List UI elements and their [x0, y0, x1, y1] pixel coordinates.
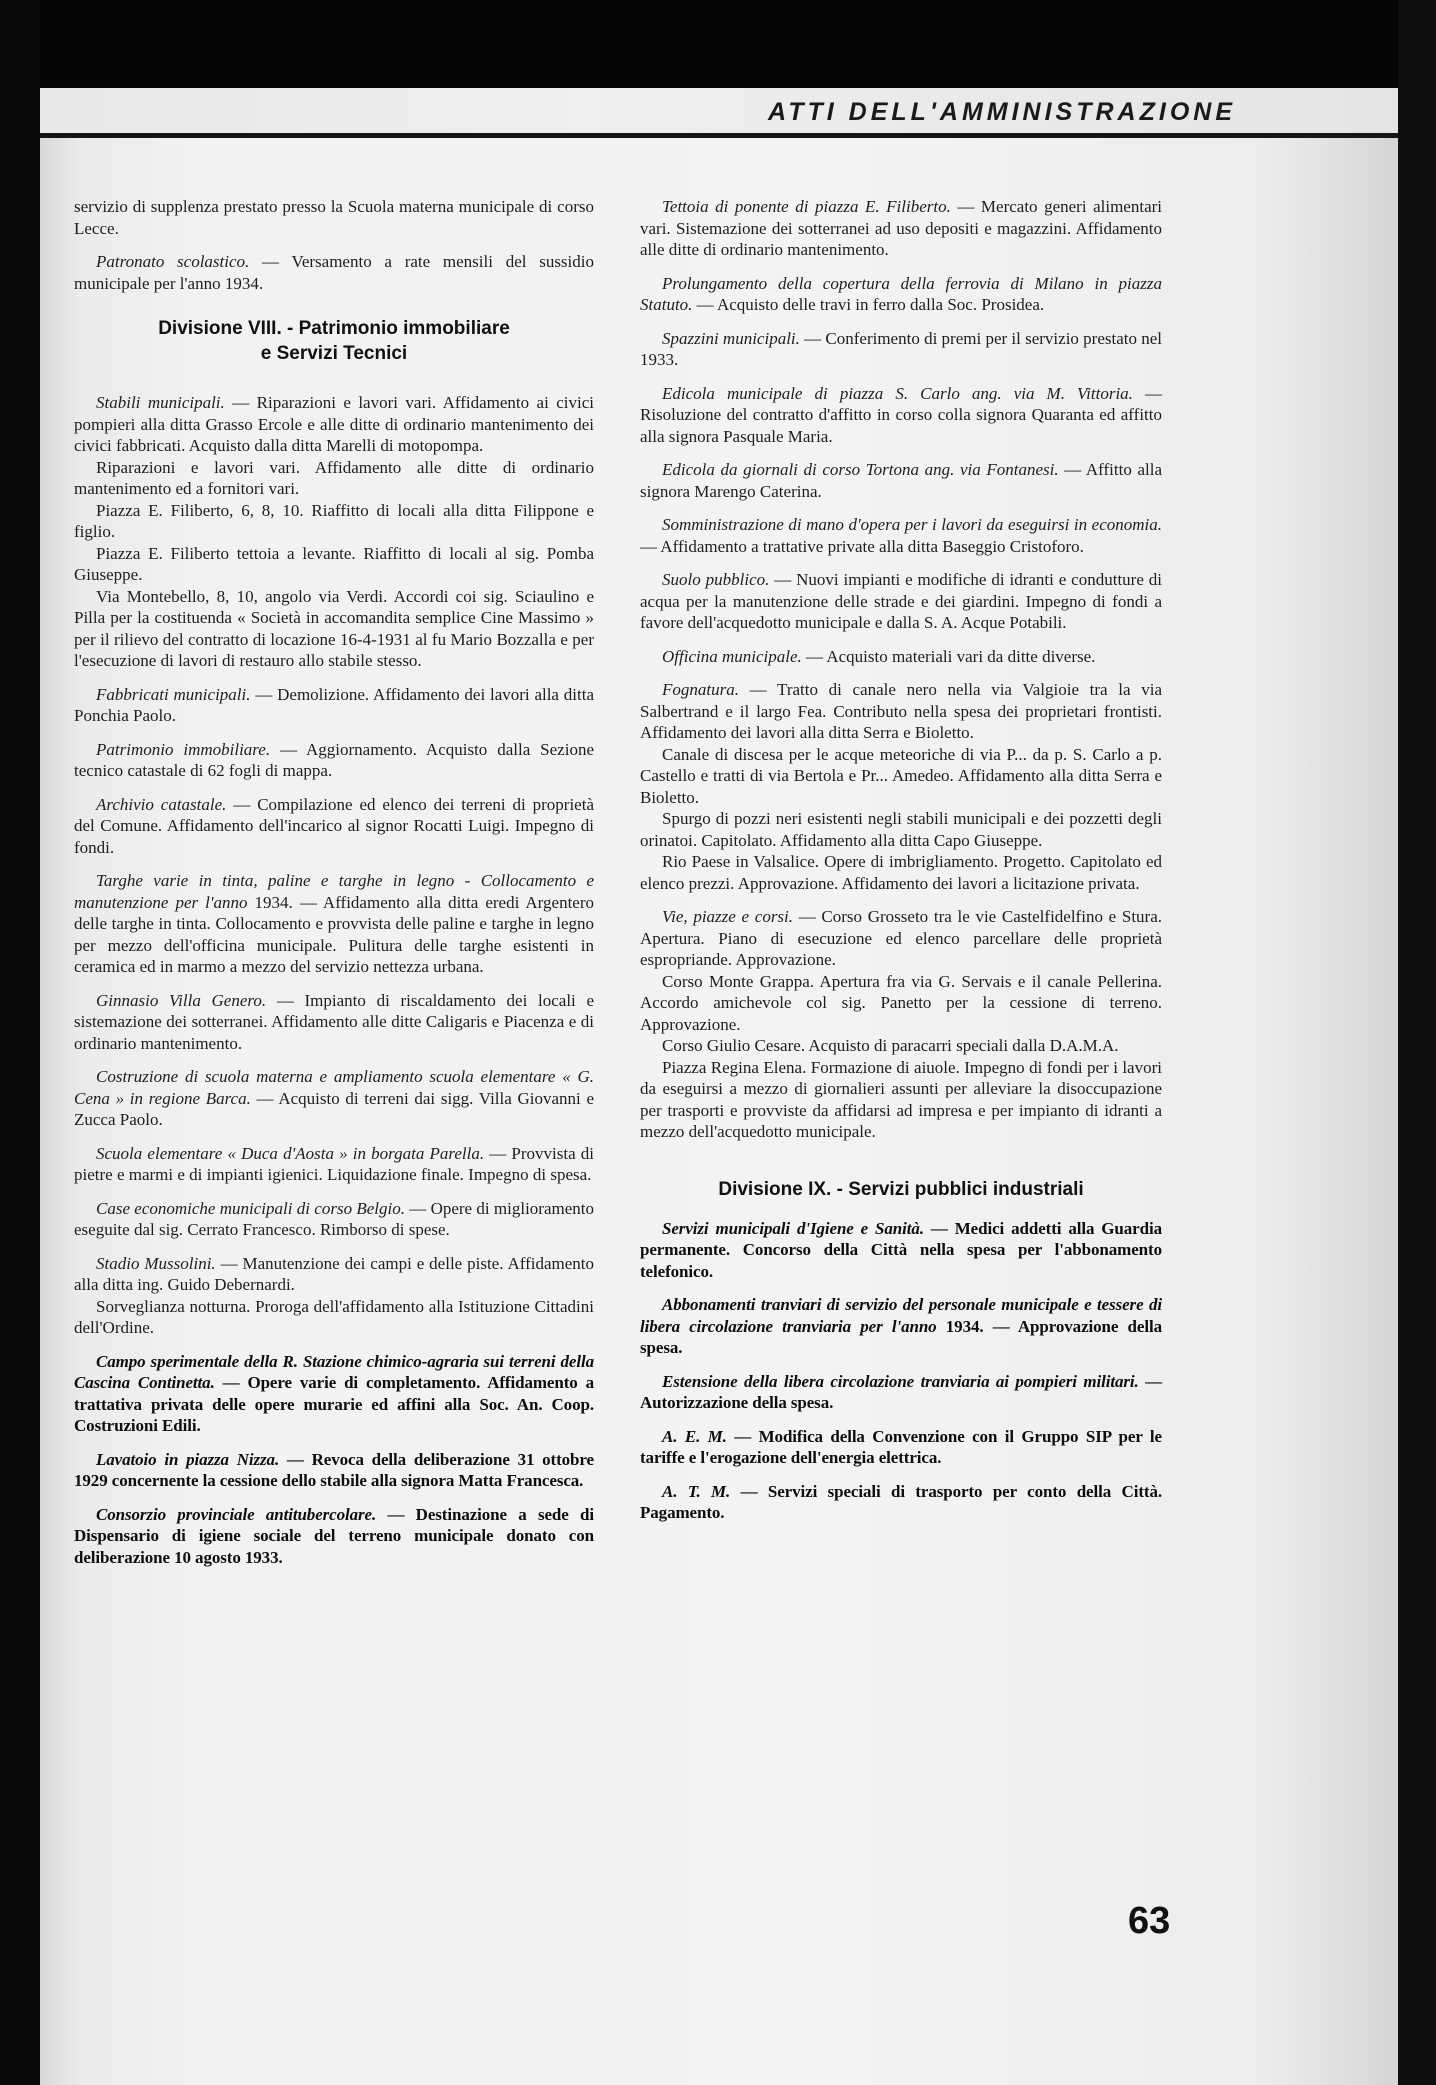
scan-border-right — [1398, 0, 1436, 2085]
entry-title: Patrimonio immobiliare. — [96, 739, 271, 759]
right-column — [640, 196, 1162, 1536]
entry: Piazza Regina Elena. Formazione di aiuole. Impegno di fondi per i lavori da eseguirsi a mezzo di giornalieri assunti per alleviare la disoccupazione per trasporti e provviste da affidarsi ad impresa e per impianto di idranti a mezzo dell'acquedotto municipale. — [640, 1057, 1162, 1141]
entry: Spurgo di pozzi neri esistenti negli stabili municipali e dei pozzetti degli orinatoi. Capitolato. Affidamento alla ditta Capo Giuseppe. — [640, 809, 1162, 850]
entry-title: Fabbricati municipali. — [96, 684, 251, 704]
entry: Edicola municipale di piazza S. Carlo ang. via M. Vittoria. — Risoluzione del contratto d'affitto in corso colla signora Quaranta ed affitto alla signora Pasquale Maria. — [640, 383, 1162, 446]
entry: Fognatura. — Tratto di canale nero nella via Valgioie tra la via Salbertrand e il largo Fea. Contributo nella spesa dei proprietari frontisti. Affidamento dei lavori alla ditta Serra e Bioletto. — [640, 680, 1162, 742]
entry: Ginnasio Villa Genero. — Impianto di riscaldamento dei locali e sistemazione dei sotterranei. Affidamento alle ditte Caligaris e Piacenza e di ordinario mantenimento. — [74, 990, 594, 1053]
entry: Riparazioni e lavori vari. Affidamento alle ditte di ordinario mantenimento ed a fornitori vari. — [74, 457, 594, 498]
section-heading: Divisione IX. - Servizi pubblici industriali — [718, 1178, 1084, 1200]
entry: Estensione della libera circolazione tranviaria ai pompieri militari. — Autorizzazione della spesa. — [640, 1371, 1162, 1412]
entry: A. T. M. — Servizi speciali di trasporto per conto della Città. Pagamento. — [640, 1481, 1162, 1522]
entry-title: Estensione della libera circolazione tranviaria ai pompieri militari. — [662, 1371, 1139, 1391]
entry: Consorzio provinciale antitubercolare. — Destinazione a sede di Dispensario di igiene sociale del terreno municipale donato con deliberazione 10 agosto 1933. — [74, 1504, 594, 1567]
entry-title: Targhe varie in tinta, paline e targhe in legno - Collocamento e manutenzione per l'anno — [74, 871, 594, 912]
entry-title: Somministrazione di mano d'opera per i lavori da eseguirsi in economia. — [662, 515, 1162, 534]
entry: servizio di supplenza prestato presso la Scuola materna municipale di corso Lecce. — [74, 197, 594, 238]
entry: Patronato scolastico. — Versamento a rate mensili del sussidio municipale per l'anno 1934. — [74, 252, 594, 293]
entry-title: A. E. M. — [662, 1426, 727, 1446]
entry: Campo sperimentale della R. Stazione chimico-agraria sui terreni della Cascina Continetta. — Opere varie di completamento. Affidamento a trattativa privata delle opere murarie ed affini alla Soc. An. Coop. Costruzioni Edili. — [74, 1351, 594, 1435]
entry: Archivio catastale. — Compilazione ed elenco dei terreni di proprietà del Comune. Affidamento dell'incarico al signor Rocatti Luigi. Impegno di fondi. — [74, 794, 594, 857]
entry: Vie, piazze e corsi. — Corso Grosseto tra le vie Castelfidelfino e Stura. Apertura. Piano di esecuzione ed elenco parcellare delle proprietà espropriande. Approvazione. — [640, 907, 1163, 969]
entry: Scuola elementare « Duca d'Aosta » in borgata Parella. — Provvista di pietre e marmi e di impianti igienici. Liquidazione finale. Impegno di spesa. — [74, 1143, 594, 1184]
entry: Fabbricati municipali. — Demolizione. Affidamento dei lavori alla ditta Ponchia Paolo. — [74, 684, 595, 725]
entry: Tettoia di ponente di piazza E. Filiberto. — Mercato generi alimentari vari. Sistemazione dei sotterranei ad uso depositi e magazzini. Affidamento alle ditte di ordinario mantenimento. — [640, 197, 1162, 259]
entry-title: Abbonamenti tranviari di servizio del personale municipale e tessere di libera circolazione tranviaria per l'anno — [640, 1295, 1162, 1336]
entry: Canale di discesa per le acque meteoriche di via P... da p. S. Carlo a p. Castello e tratti di via Bertola e Pr... Amedeo. Affidamento alla ditta Serra e Bioletto. — [640, 744, 1162, 807]
entry: A. E. M. — Modifica della Convenzione con il Gruppo SIP per le tariffe e l'erogazione dell'energia elettrica. — [640, 1426, 1162, 1467]
entry: Via Montebello, 8, 10, angolo via Verdi. Accordi coi sig. Sciaulino e Pilla per la costituenda « Società in accomandita semplice Cine Massimo » per il rilievo del contratto di locazione 16-4-1931 al fu Mario Bozzalla e per l'esecuzione di lavori di restauro allo stabile stesso. — [74, 586, 594, 670]
page-number: 63 — [1128, 1900, 1171, 1942]
entry-title: Consorzio provinciale antitubercolare. — [96, 1504, 377, 1524]
entry-title: Vie, piazze e corsi. — [662, 907, 794, 926]
section-heading: Divisione VIII. - Patrimonio immobiliare e Servizi Tecnici — [158, 318, 510, 364]
entry-title: Officina municipale. — [662, 646, 802, 666]
entry: Stabili municipali. — Riparazioni e lavori vari. Affidamento ai civici pompieri alla ditta Grasso Ercole e alle ditte di ordinario mantenimento dei civici fabbricati. Acquisto dalla ditta Marelli di motopompa. — [74, 393, 594, 455]
scan-border-left — [0, 0, 40, 2085]
entry: Abbonamenti tranviari di servizio del personale municipale e tessere di libera circolazione tranviaria per l'anno 1934. — Approvazione della spesa. — [640, 1295, 1162, 1357]
entry-title: Costruzione di scuola materna e ampliamento scuola elementare « G. Cena » in regione Barca. — [74, 1067, 594, 1108]
scan-border-top — [0, 0, 1436, 88]
entry-title: Fognatura. — [662, 680, 739, 699]
entry-title: Edicola da giornali di corso Tortona ang. via Fontanesi. — [662, 460, 1059, 479]
entry-title: Stabili municipali. — [96, 393, 225, 412]
entry: Sorveglianza notturna. Proroga dell'affidamento alla Istituzione Cittadini dell'Ordine. — [74, 1296, 594, 1337]
entry-title: Tettoia di ponente di piazza E. Filiberto. — [662, 197, 951, 216]
entry: Case economiche municipali di corso Belgio. — Opere di miglioramento eseguite dal sig. Cerrato Francesco. Rimborso di spese. — [74, 1198, 594, 1239]
entry-title: Campo sperimentale della R. Stazione chimico-agraria sui terreni della Cascina Continetta. — [74, 1351, 594, 1392]
entry-title: Suolo pubblico. — [662, 570, 770, 589]
entry-title: Spazzini municipali. — [662, 328, 800, 348]
entry: Corso Monte Grappa. Apertura fra via G. Servais e il canale Pellerina. Accordo amichevole col sig. Panetto per la cessione di terreno. Approvazione. — [640, 971, 1162, 1034]
entry: Costruzione di scuola materna e ampliamento scuola elementare « G. Cena » in regione Barca. — Acquisto di terreni dai sigg. Villa Giovanni e Zucca Paolo. — [74, 1067, 594, 1129]
entry: Servizi municipali d'Igiene e Sanità. — Medici addetti alla Guardia permanente. Concorso della Città nella spesa per l'abbonamento telefonico. — [640, 1218, 1162, 1281]
entry: Spazzini municipali. — Conferimento di premi per il servizio prestato nel 1933. — [640, 328, 1163, 369]
entry: Lavatoio in piazza Nizza. — Revoca della deliberazione 31 ottobre 1929 concernente la cessione dello stabile alla signora Matta Francesca. — [74, 1449, 594, 1490]
entry: Piazza E. Filiberto tettoia a levante. Riaffitto di locali al sig. Pomba Giuseppe. — [74, 543, 594, 584]
entry: Suolo pubblico. — Nuovi impianti e modifiche di idranti e condutture di acqua per la manutenzione delle strade e dei giardini. Impegno di fondi a favore dell'acquedotto municipale e dalla S. A. Acque Potabili. — [640, 570, 1162, 632]
entry: Targhe varie in tinta, paline e targhe in legno - Collocamento e manutenzione per l'anno 1934. — Affidamento alla ditta eredi Argentero delle targhe in tinta. Collocamento e provvista delle paline e targhe in legno per mezzo dell'officina municipale. Pulitura delle targhe esistenti in ceramica ed in marmo a mezzo del servizio nettezza urbana. — [74, 871, 594, 976]
entry-title: Scuola elementare « Duca d'Aosta » in borgata Parella. — [96, 1143, 485, 1163]
entry: Prolungamento della copertura della ferrovia di Milano in piazza Statuto. — Acquisto delle travi in ferro dalla Soc. Prosidea. — [640, 273, 1162, 314]
entry: Patrimonio immobiliare. — Aggiornamento. Acquisto dalla Sezione tecnico catastale di 62 fogli di mappa. — [74, 739, 594, 780]
entry-title: Lavatoio in piazza Nizza. — [96, 1449, 280, 1469]
entry-title: Edicola municipale di piazza S. Carlo ang. via M. Vittoria. — [662, 383, 1133, 403]
entry: Piazza E. Filiberto, 6, 8, 10. Riaffitto di locali alla ditta Filippone e figlio. — [74, 500, 594, 541]
entry-title: Patronato scolastico. — [96, 252, 250, 271]
entry-title: Ginnasio Villa Genero. — [96, 990, 267, 1010]
entry: Rio Paese in Valsalice. Opere di imbrigliamento. Progetto. Capitolato ed elenco prezzi. Approvazione. Affidamento dei lavori a licitazione privata. — [640, 852, 1162, 893]
entry: Edicola da giornali di corso Tortona ang. via Fontanesi. — Affitto alla signora Marengo Caterina. — [640, 460, 1163, 501]
entry-title: Servizi municipali d'Igiene e Sanità. — [662, 1218, 924, 1238]
entry: Officina municipale. — Acquisto materiali vari da ditte diverse. — [662, 646, 1096, 666]
entry: Corso Giulio Cesare. Acquisto di paracarri speciali dalla D.A.M.A. — [662, 1036, 1119, 1055]
running-head: ATTI DELL'AMMINISTRAZIONE — [768, 98, 1236, 126]
entry-title: Stadio Mussolini. — [96, 1253, 216, 1273]
entry-title: Prolungamento della copertura della ferrovia di Milano in piazza Statuto. — [640, 273, 1162, 314]
entry-title: A. T. M. — [662, 1481, 731, 1501]
left-column — [74, 196, 594, 1580]
entry-title: Archivio catastale. — [96, 794, 227, 814]
entry-title: Case economiche municipali di corso Belgio. — [96, 1198, 405, 1218]
entry: Somministrazione di mano d'opera per i lavori da eseguirsi in economia. — Affidamento a trattative private alla ditta Baseggio Cristoforo. — [640, 515, 1162, 556]
entry: Stadio Mussolini. — Manutenzione dei campi e delle piste. Affidamento alla ditta ing. Guido Debernardi. — [74, 1253, 594, 1294]
